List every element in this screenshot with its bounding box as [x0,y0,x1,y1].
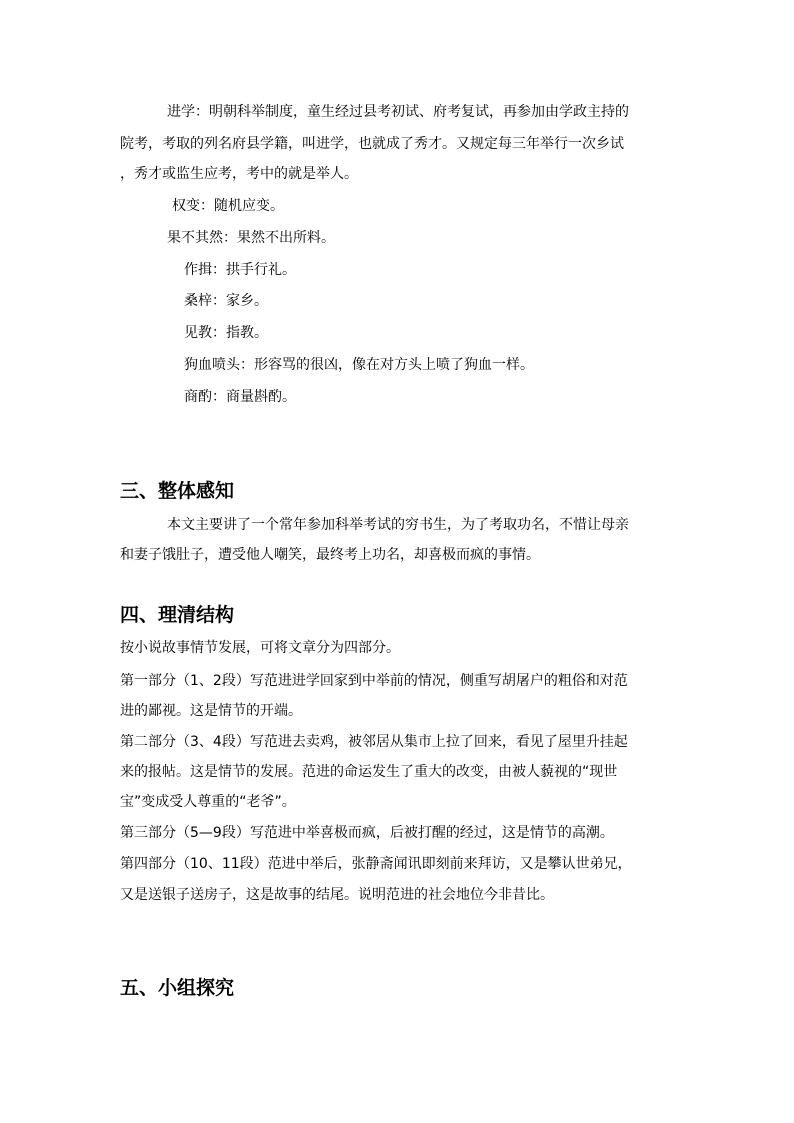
glossary-jianjiao: 见教：指教。 [184,325,268,341]
glossary-jinxue-line3: ，秀才或监生应考，考中的就是举人。 [120,166,358,182]
section4-part2-line2: 来的报帖。这是情节的发展。范进的命运发生了重大的改变，由被人藐视的“现世 [120,764,618,780]
section3-text-line1: 本文主要讲了一个常年参加科举考试的穷书生，为了考取功名，不惜让母亲 [167,517,629,533]
glossary-jinxue-line1: 进学：明朝科举制度，童生经过县考初试、府考复试，再参加由学政主持的 [167,104,629,120]
section4-part2-line3: 宝”变成受人尊重的“老爷”。 [120,794,296,810]
section3-text-line2: 和妻子饿肚子，遭受他人嘲笑，最终考上功名，却喜极而疯的事情。 [120,547,540,563]
section4-part1-line1: 第一部分（1、2段）写范进进学回家到中举前的情况，侧重写胡屠户的粗俗和对范 [120,673,628,689]
section4-intro: 按小说故事情节发展，可将文章分为四部分。 [120,640,400,656]
section4-part4-line1: 第四部分（10、11段）范进中举后，张静斋闻讯即刻前来拜访，又是攀认世弟兄， [120,856,632,872]
section3-heading: 三、整体感知 [120,480,235,502]
glossary-jinxue-line2: 院考，考取的列名府县学籍，叫进学，也就成了秀才。又规定每三年举行一次乡试 [120,136,624,152]
glossary-shangzhuo: 商酌：商量斟酌。 [184,389,296,405]
glossary-gouxuepentou: 狗血喷头：形容骂的很凶，像在对方头上喷了狗血一样。 [184,357,534,373]
glossary-quanbian: 权变：随机应变。 [172,198,284,214]
section4-part3-line1: 第三部分（5—9段）写范进中举喜极而疯，后被打醒的经过，这是情节的高潮。 [120,825,614,841]
glossary-zuoyi: 作揖：拱手行礼。 [184,262,296,278]
section4-part1-line2: 进的鄙视。这是情节的开端。 [120,703,302,719]
glossary-sangzi: 桑梓：家乡。 [184,293,268,309]
section4-part2-line1: 第二部分（3、4段）写范进去卖鸡，被邻居从集市上拉了回来，看见了屋里升挂起 [120,734,628,750]
section4-part4-line2: 又是送银子送房子，这是故事的结尾。说明范进的社会地位今非昔比。 [120,887,554,903]
section5-heading: 五、小组探究 [120,977,235,999]
section4-heading: 四、理清结构 [120,604,235,626]
glossary-guobuqiran: 果不其然：果然不出所料。 [167,230,335,246]
